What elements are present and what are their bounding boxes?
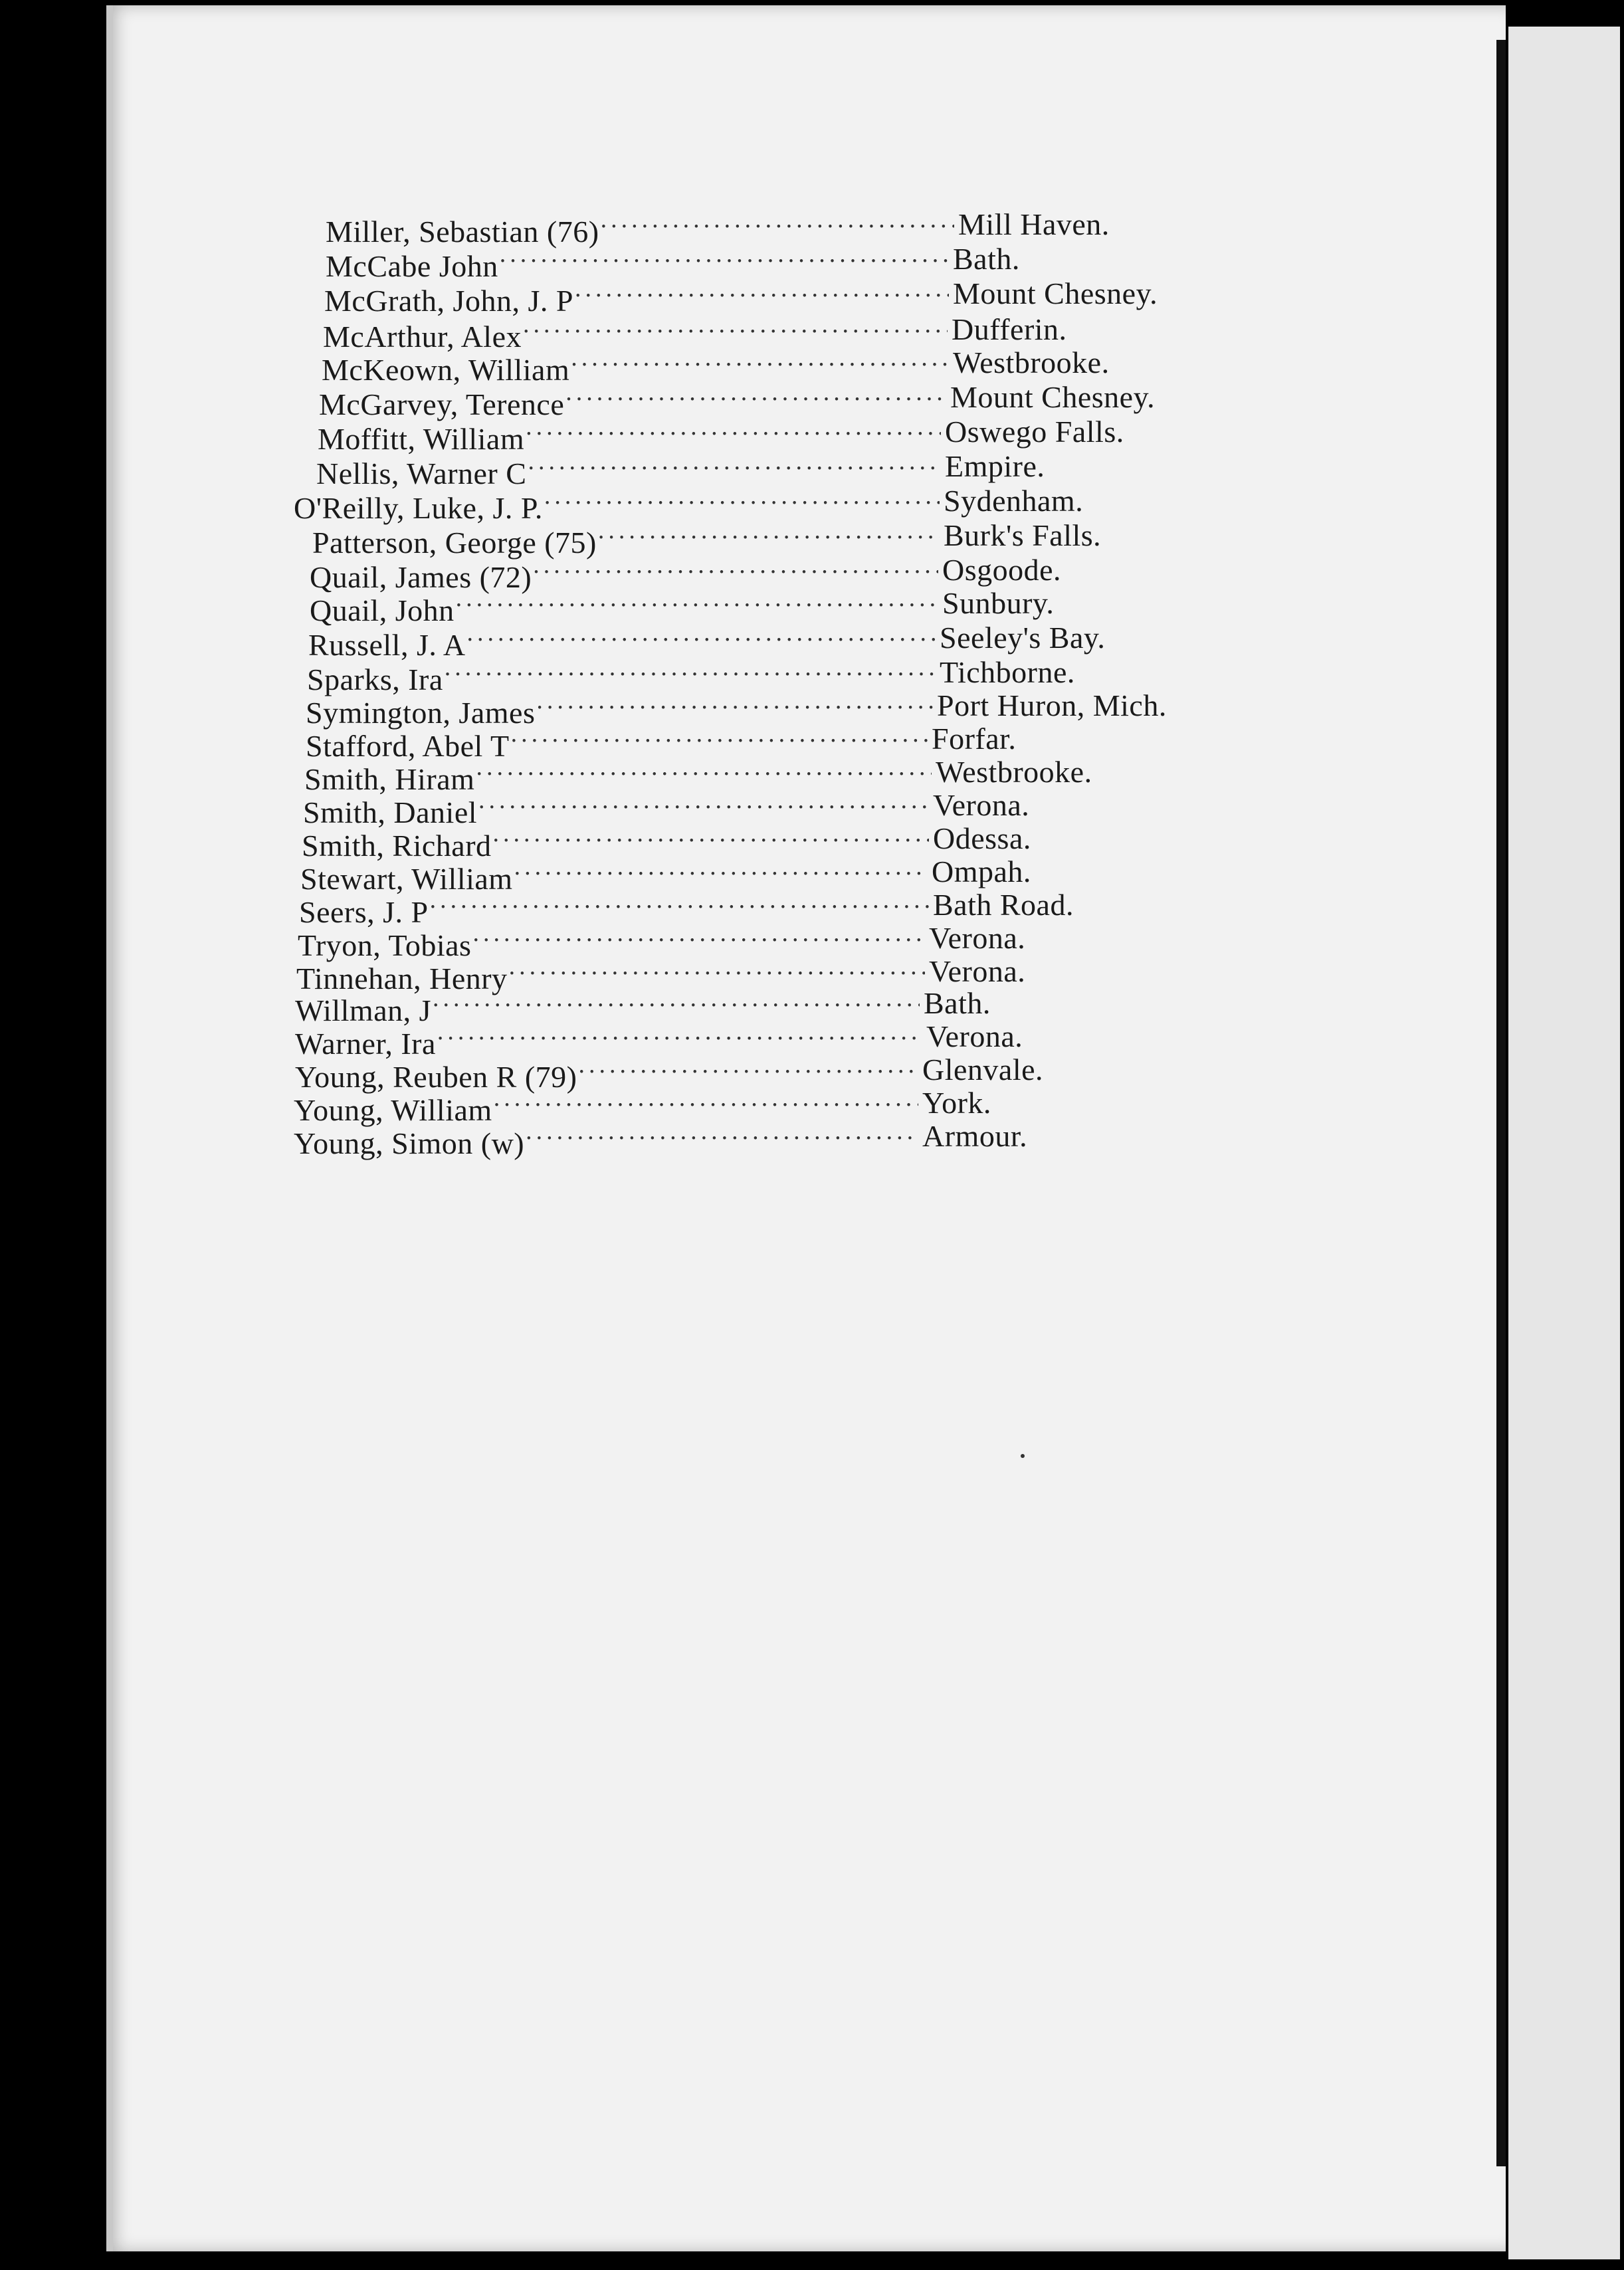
entry-name: Tryon, Tobias	[298, 928, 472, 962]
entry-name: Young, William	[294, 1093, 492, 1127]
entry-name: Quail, James (72)	[310, 560, 532, 594]
entry-name: Tinnehan, Henry	[296, 962, 508, 995]
entry-place: Odessa.	[933, 821, 1031, 855]
entry-place: Forfar.	[932, 722, 1017, 756]
entry-name: Smith, Richard	[302, 829, 492, 863]
entry-place: Verona.	[929, 921, 1026, 955]
entry-name: McGrath, John, J. P	[324, 284, 573, 318]
entry-name: Sparks, Ira	[307, 663, 443, 696]
page-left-edge	[106, 5, 113, 2251]
entry-place: Osgoode.	[942, 553, 1062, 587]
entry-place: Sunbury.	[942, 586, 1055, 620]
entry-name: O'Reilly, Luke, J. P.	[294, 491, 543, 525]
entry-name: Smith, Daniel	[303, 795, 478, 829]
entry-name: McKeown, William	[322, 353, 570, 387]
entry-place: Tichborne.	[940, 655, 1075, 689]
entry-name: Stafford, Abel T	[306, 729, 510, 763]
document-page	[106, 5, 1508, 2251]
entry-place: Verona.	[929, 954, 1026, 988]
entry-place: Burk's Falls.	[944, 518, 1102, 552]
entry-name: Patterson, George (75)	[312, 526, 597, 560]
entry-place: Mount Chesney.	[950, 380, 1156, 414]
entry-name: Seers, J. P	[299, 895, 429, 929]
entry-place: York.	[922, 1086, 991, 1120]
entry-name: Young, Simon (w)	[294, 1126, 525, 1160]
entry-place: Oswego Falls.	[945, 415, 1124, 449]
entry-name: Warner, Ira	[295, 1027, 436, 1061]
entry-place: Bath.	[953, 242, 1020, 276]
entry-place: Bath Road.	[933, 888, 1074, 922]
entry-place: Mill Haven.	[958, 207, 1110, 241]
page-fold-shadow	[1496, 40, 1506, 2166]
entry-name: Russell, J. A	[308, 628, 466, 662]
entry-name: Stewart, William	[300, 862, 513, 896]
entry-name: McCabe John	[326, 249, 498, 283]
entry-place: Verona.	[933, 788, 1030, 822]
entry-name: Young, Reuben R (79)	[295, 1060, 577, 1094]
entry-place: Glenvale.	[922, 1053, 1044, 1086]
entry-name: Miller, Sebastian (76)	[326, 215, 599, 249]
entry-name: McArthur, Alex	[323, 320, 522, 354]
entry-name: Smith, Hiram	[304, 762, 475, 796]
entry-place: Seeley's Bay.	[940, 621, 1106, 655]
entry-name: McGarvey, Terence	[319, 387, 565, 421]
entry-place: Mount Chesney.	[953, 276, 1158, 310]
paper-speck	[1021, 1454, 1025, 1458]
entry-name: Moffitt, William	[318, 422, 525, 456]
entry-place: Westbrooke.	[953, 346, 1110, 379]
entry-place: Sydenham.	[944, 484, 1084, 518]
entry-name: Symington, James	[306, 696, 536, 730]
entry-place: Ompah.	[932, 855, 1031, 888]
entry-name: Nellis, Warner C	[316, 457, 527, 490]
entry-place: Port Huron, Mich.	[937, 688, 1167, 722]
entry-place: Empire.	[945, 449, 1045, 483]
entry-place: Verona.	[926, 1019, 1023, 1053]
entry-name: Willman, J	[295, 993, 432, 1027]
entry-place: Bath.	[924, 986, 991, 1020]
entry-place: Westbrooke.	[936, 755, 1092, 789]
entry-name: Quail, John	[310, 593, 455, 627]
facing-page-edge	[1508, 27, 1620, 2259]
entry-place: Dufferin.	[952, 312, 1067, 346]
entry-place: Armour.	[922, 1119, 1028, 1153]
